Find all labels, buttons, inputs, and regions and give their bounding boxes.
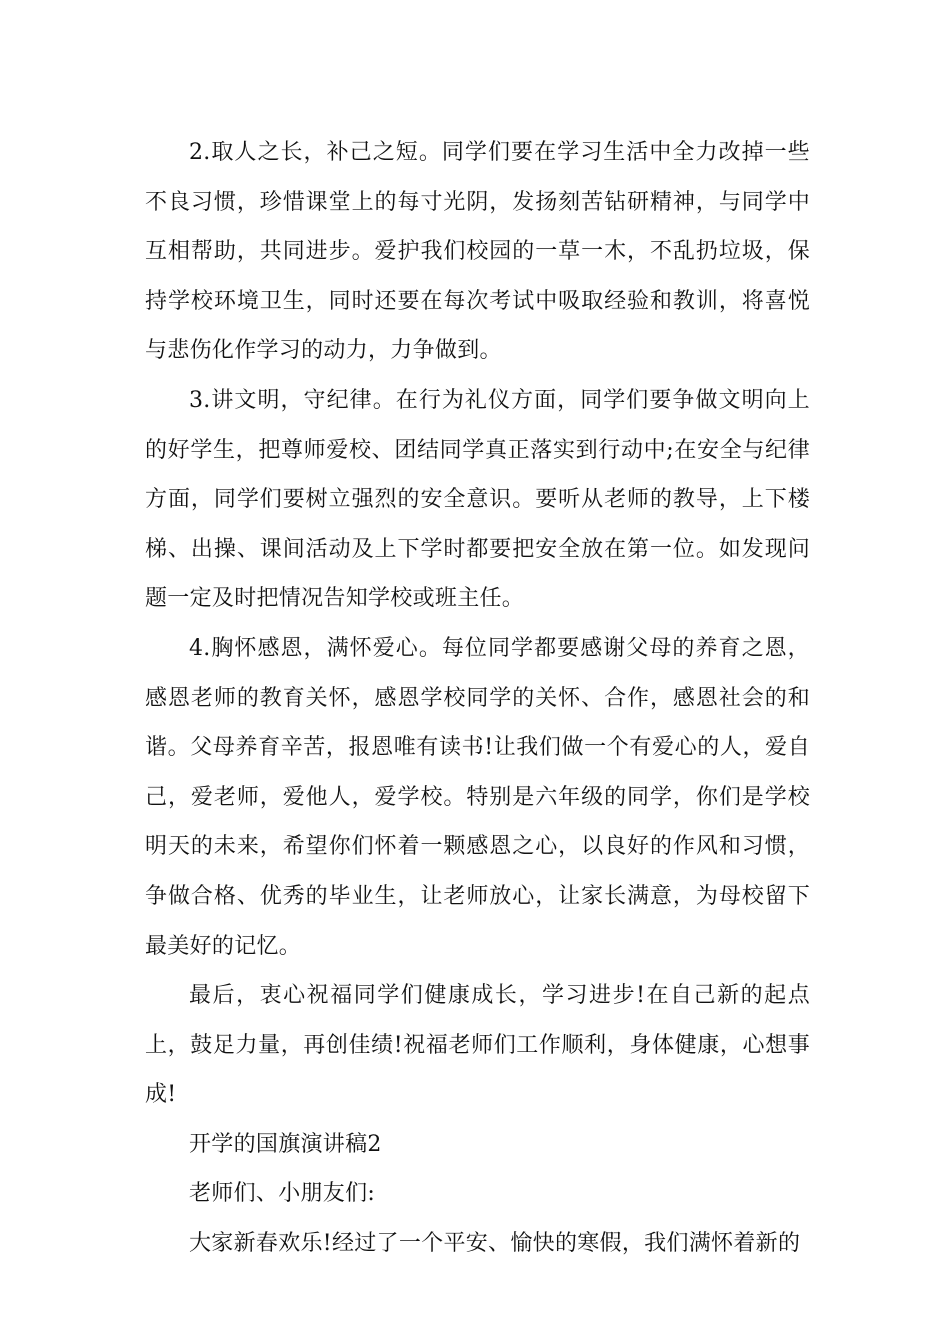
paragraph-opening: 大家新春欢乐!经过了一个平安、愉快的寒假，我们满怀着新的 bbox=[189, 1231, 801, 1257]
paragraph-point-2: 2.取人之长，补己之短。同学们要在学习生活中全力改掉一些不良习惯，珍惜课堂上的每寸光阴，发扬刻苦钻研精神，与同学中互相帮助，共同进步。爱护我们校园的一草一木，不乱扔垃圾，保持学校环境卫生，同时还要在每次考试中吸取经验和教训，将喜悦与悲伤化作学习的动力，力争做到。 bbox=[145, 140, 810, 364]
section-title: 开学的国旗演讲稿2 bbox=[189, 1131, 382, 1157]
document-body bbox=[145, 128, 810, 1269]
paragraph-point-4: 4.胸怀感恩，满怀爱心。每位同学都要感谢父母的养育之恩，感恩老师的教育关怀，感恩学校同学的关怀、合作，感恩社会的和谐。父母养育辛苦，报恩唯有读书!让我们做一个有爱心的人，爱自己，爱老师，爱他人，爱学校。特别是六年级的同学，你们是学校明天的未来，希望你们怀着一颗感恩之心，以良好的作风和习惯，争做合格、优秀的毕业生，让老师放心，让家长满意，为母校留下最美好的记忆。 bbox=[145, 635, 810, 959]
paragraph-point-3: 3.讲文明，守纪律。在行为礼仪方面，同学们要争做文明向上的好学生，把尊师爱校、团结同学真正落实到行动中;在安全与纪律方面，同学们要树立强烈的安全意识。要听从老师的教导，上下楼梯、出操、课间活动及上下学时都要把安全放在第一位。如发现问题一定及时把情况告知学校或班主任。 bbox=[145, 387, 810, 612]
salutation: 老师们、小朋友们: bbox=[189, 1181, 376, 1207]
paragraph-closing: 最后，衷心祝福同学们健康成长，学习进步!在自己新的起点上，鼓足力量，再创佳绩!祝福老师们工作顺利，身体健康，心想事成! bbox=[145, 983, 810, 1108]
